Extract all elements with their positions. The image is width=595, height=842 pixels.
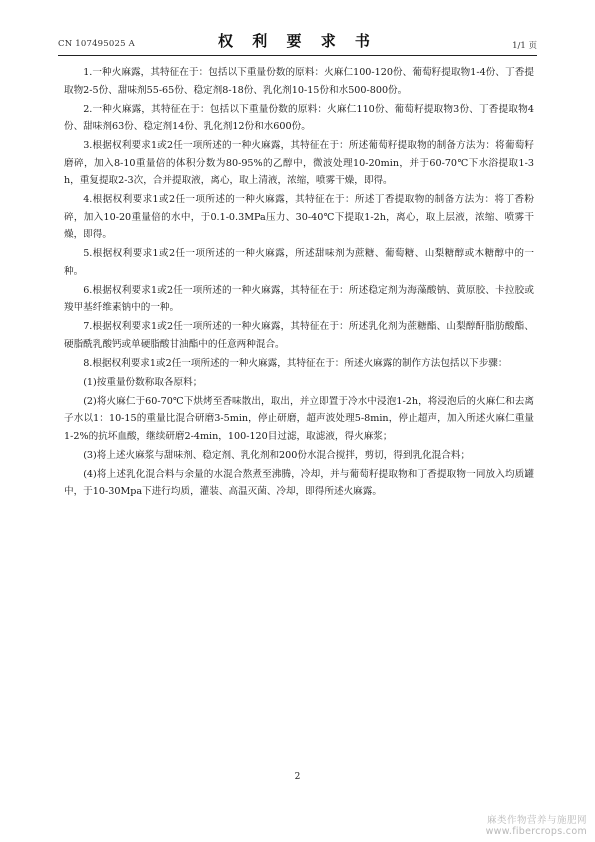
claim-8-step-3: (3)将上述火麻浆与甜味剂、稳定剂、乳化剂和200份水混合搅拌，剪切，得到乳化混合料； bbox=[83, 449, 471, 461]
watermark-url: www.fibercrops.com bbox=[485, 826, 587, 837]
claim-8: 8.根据权利要求1或2任一项所述的一种火麻露，其特征在于：所述火麻露的制作方法包括以下步骤： bbox=[83, 357, 508, 369]
claim-4: 4.根据权利要求1或2任一项所述的一种火麻露，其特征在于：所述丁香提取物的制备方法为：将丁香粉碎，加入10-20重量倍的水中，于0.1-0.3MPa压力、30-40℃下提取1-2h，离心，取上层液，浓缩、喷雾干燥，即得。 bbox=[64, 194, 534, 240]
claim-7: 7.根据权利要求1或2任一项所述的一种火麻露，其特征在于：所述乳化剂为蔗糖酯、山梨醇酐脂肪酸酯、硬脂酰乳酸钙或单硬脂酸甘油酯中的任意两种混合。 bbox=[64, 321, 534, 350]
page-number: 2 bbox=[294, 772, 301, 782]
claim-8-step-4: (4)将上述乳化混合料与余量的水混合熬煮至沸腾，冷却，并与葡萄籽提取物和丁香提取物一同放入均质罐中，于10-30Mpa下进行均质，灌装、高温灭菌、冷却，即得所述火麻露。 bbox=[64, 468, 534, 497]
patent-number: CN 107495025 A bbox=[58, 39, 135, 49]
claim-8-step-2: (2)将火麻仁于60-70℃下烘烤至香味散出，取出，并立即置于冷水中浸泡1-2h，将浸泡后的火麻仁和去离子水以1：10-15的重量比混合研磨3-5min，停止研磨，超声波处理5-8min，停止超声，加入所述火麻仁重量1-2%的抗坏血酸，继续研磨2-4min，100-120目过滤，取滤液，得火麻浆； bbox=[64, 395, 534, 442]
page-indicator: 1/1 页 bbox=[512, 41, 537, 51]
claim-1: 1.一种火麻露，其特征在于：包括以下重量份数的原料：火麻仁100-120份、葡萄籽提取物1-4份、丁香提取物2-5份、甜味剂55-65份、稳定剂8-18份、乳化剂10-15份和水500-800份。 bbox=[64, 67, 534, 96]
watermark bbox=[486, 812, 587, 837]
claim-3: 3.根据权利要求1或2任一项所述的一种火麻露，其特征在于：所述葡萄籽提取物的制备方法为：将葡萄籽磨碎，加入8-10重量倍的体积分数为80-95%的乙醇中，微波处理10-20min，并于60-70℃下水浴提取1-3h，重复提取2-3次，合并提取液，离心，取上清液，浓缩，喷雾干燥，即得。 bbox=[64, 140, 534, 186]
document-title: 权 利 要 求 书 bbox=[218, 32, 377, 50]
claim-5: 5.根据权利要求1或2任一项所述的一种火麻露，所述甜味剂为蔗糖、葡萄糖、山梨糖醇或木糖醇中的一种。 bbox=[64, 248, 534, 277]
claim-8-step-1: (1)按重量份数称取各原料； bbox=[83, 376, 203, 388]
watermark-site-name: 麻类作物营养与施肥网 bbox=[486, 815, 587, 826]
header-divider bbox=[58, 55, 537, 56]
claims-body bbox=[64, 64, 534, 502]
claim-2: 2.一种火麻露，其特征在于：包括以下重量份数的原料：火麻仁110份、葡萄籽提取物3份、丁香提取物4份、甜味剂63份、稳定剂14份、乳化剂12份和水600份。 bbox=[64, 103, 534, 132]
page-header bbox=[58, 30, 537, 52]
claim-6: 6.根据权利要求1或2任一项所述的一种火麻露，其特征在于：所述稳定剂为海藻酸钠、黄原胶、卡拉胶或羧甲基纤维素钠中的一种。 bbox=[64, 284, 534, 313]
